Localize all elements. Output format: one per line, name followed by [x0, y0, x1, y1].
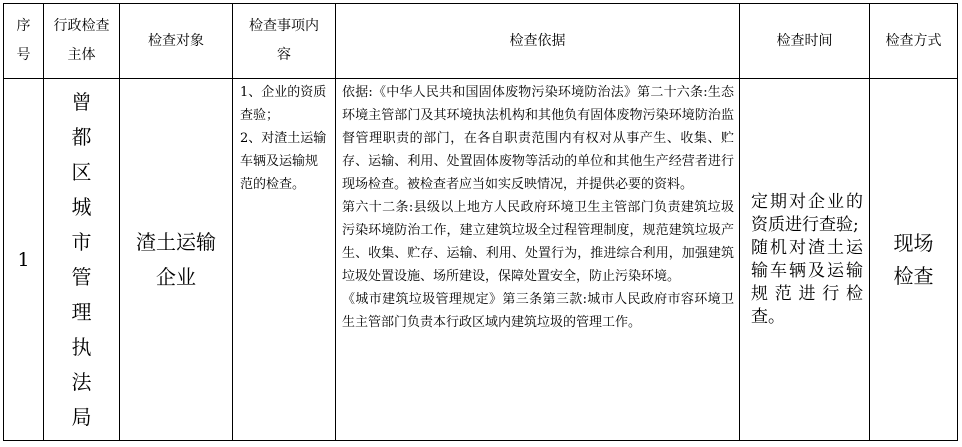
header-time: 检查时间 [740, 4, 870, 79]
row-basis [336, 79, 740, 441]
header-basis: 检查依据 [336, 4, 740, 79]
header-seq [4, 4, 44, 79]
header-agency-text: 行政检查主体 [53, 18, 110, 63]
row-seq: 1 [4, 79, 44, 441]
row-item-1: 1、企业的资质查验； [240, 85, 327, 123]
time-line-1: 定期对企业的资质进行查验; [751, 191, 863, 235]
basis-paragraph-2: 第六十二条:县级以上地方人民政府环境卫生主管部门负责建筑垃圾污染环境防治工作，建立建筑垃圾全过程管理制度，规范建筑垃圾产生、收集、贮存、运输、利用、处置行为，推进综合利用，加强建筑垃圾处置设施、场所建设，保障处置安全，防止污染环境。 [342, 200, 734, 284]
header-items-text: 检查事项内容 [249, 18, 319, 63]
inspection-table [3, 3, 958, 441]
header-method: 检查方式 [870, 4, 958, 79]
table-row [4, 79, 958, 441]
row-item-2: 2、对渣土运输车辆及运输规范的检查。 [240, 131, 327, 192]
header-target: 检查对象 [120, 4, 233, 79]
row-method-text: 现场检查 [893, 230, 934, 288]
row-target-text: 渣土运输企业 [136, 229, 216, 289]
time-line-2: 随机对渣土运输车辆及运输规范进行检查。 [751, 237, 863, 327]
row-agency-text: 曾都区城市管理执法局 [71, 89, 92, 429]
header-seq-text: 序号 [16, 18, 31, 63]
basis-paragraph-1: 依据:《中华人民共和国固体废物污染环境防治法》第二十六条:生态环境主管部门及其环境执法机构和其他负有固体废物污染环境防治监督管理职责的部门，在各自职责范围内有权对从事产生、收集、贮存、运输、利用、处置固体废物等活动的单位和其他生产经营者进行现场检查。被检查者应当如实反映情况，并提供必要的资料。 [342, 85, 734, 192]
row-time [740, 79, 870, 441]
header-row [4, 4, 958, 79]
row-items [233, 79, 336, 441]
header-agency [44, 4, 120, 79]
row-method [870, 79, 958, 441]
row-target [120, 79, 233, 441]
basis-paragraph-3: 《城市建筑垃圾管理规定》第三条第三款:城市人民政府市容环境卫生主管部门负责本行政区域内建筑垃圾的管理工作。 [342, 292, 734, 330]
row-agency [44, 79, 120, 441]
header-items [233, 4, 336, 79]
